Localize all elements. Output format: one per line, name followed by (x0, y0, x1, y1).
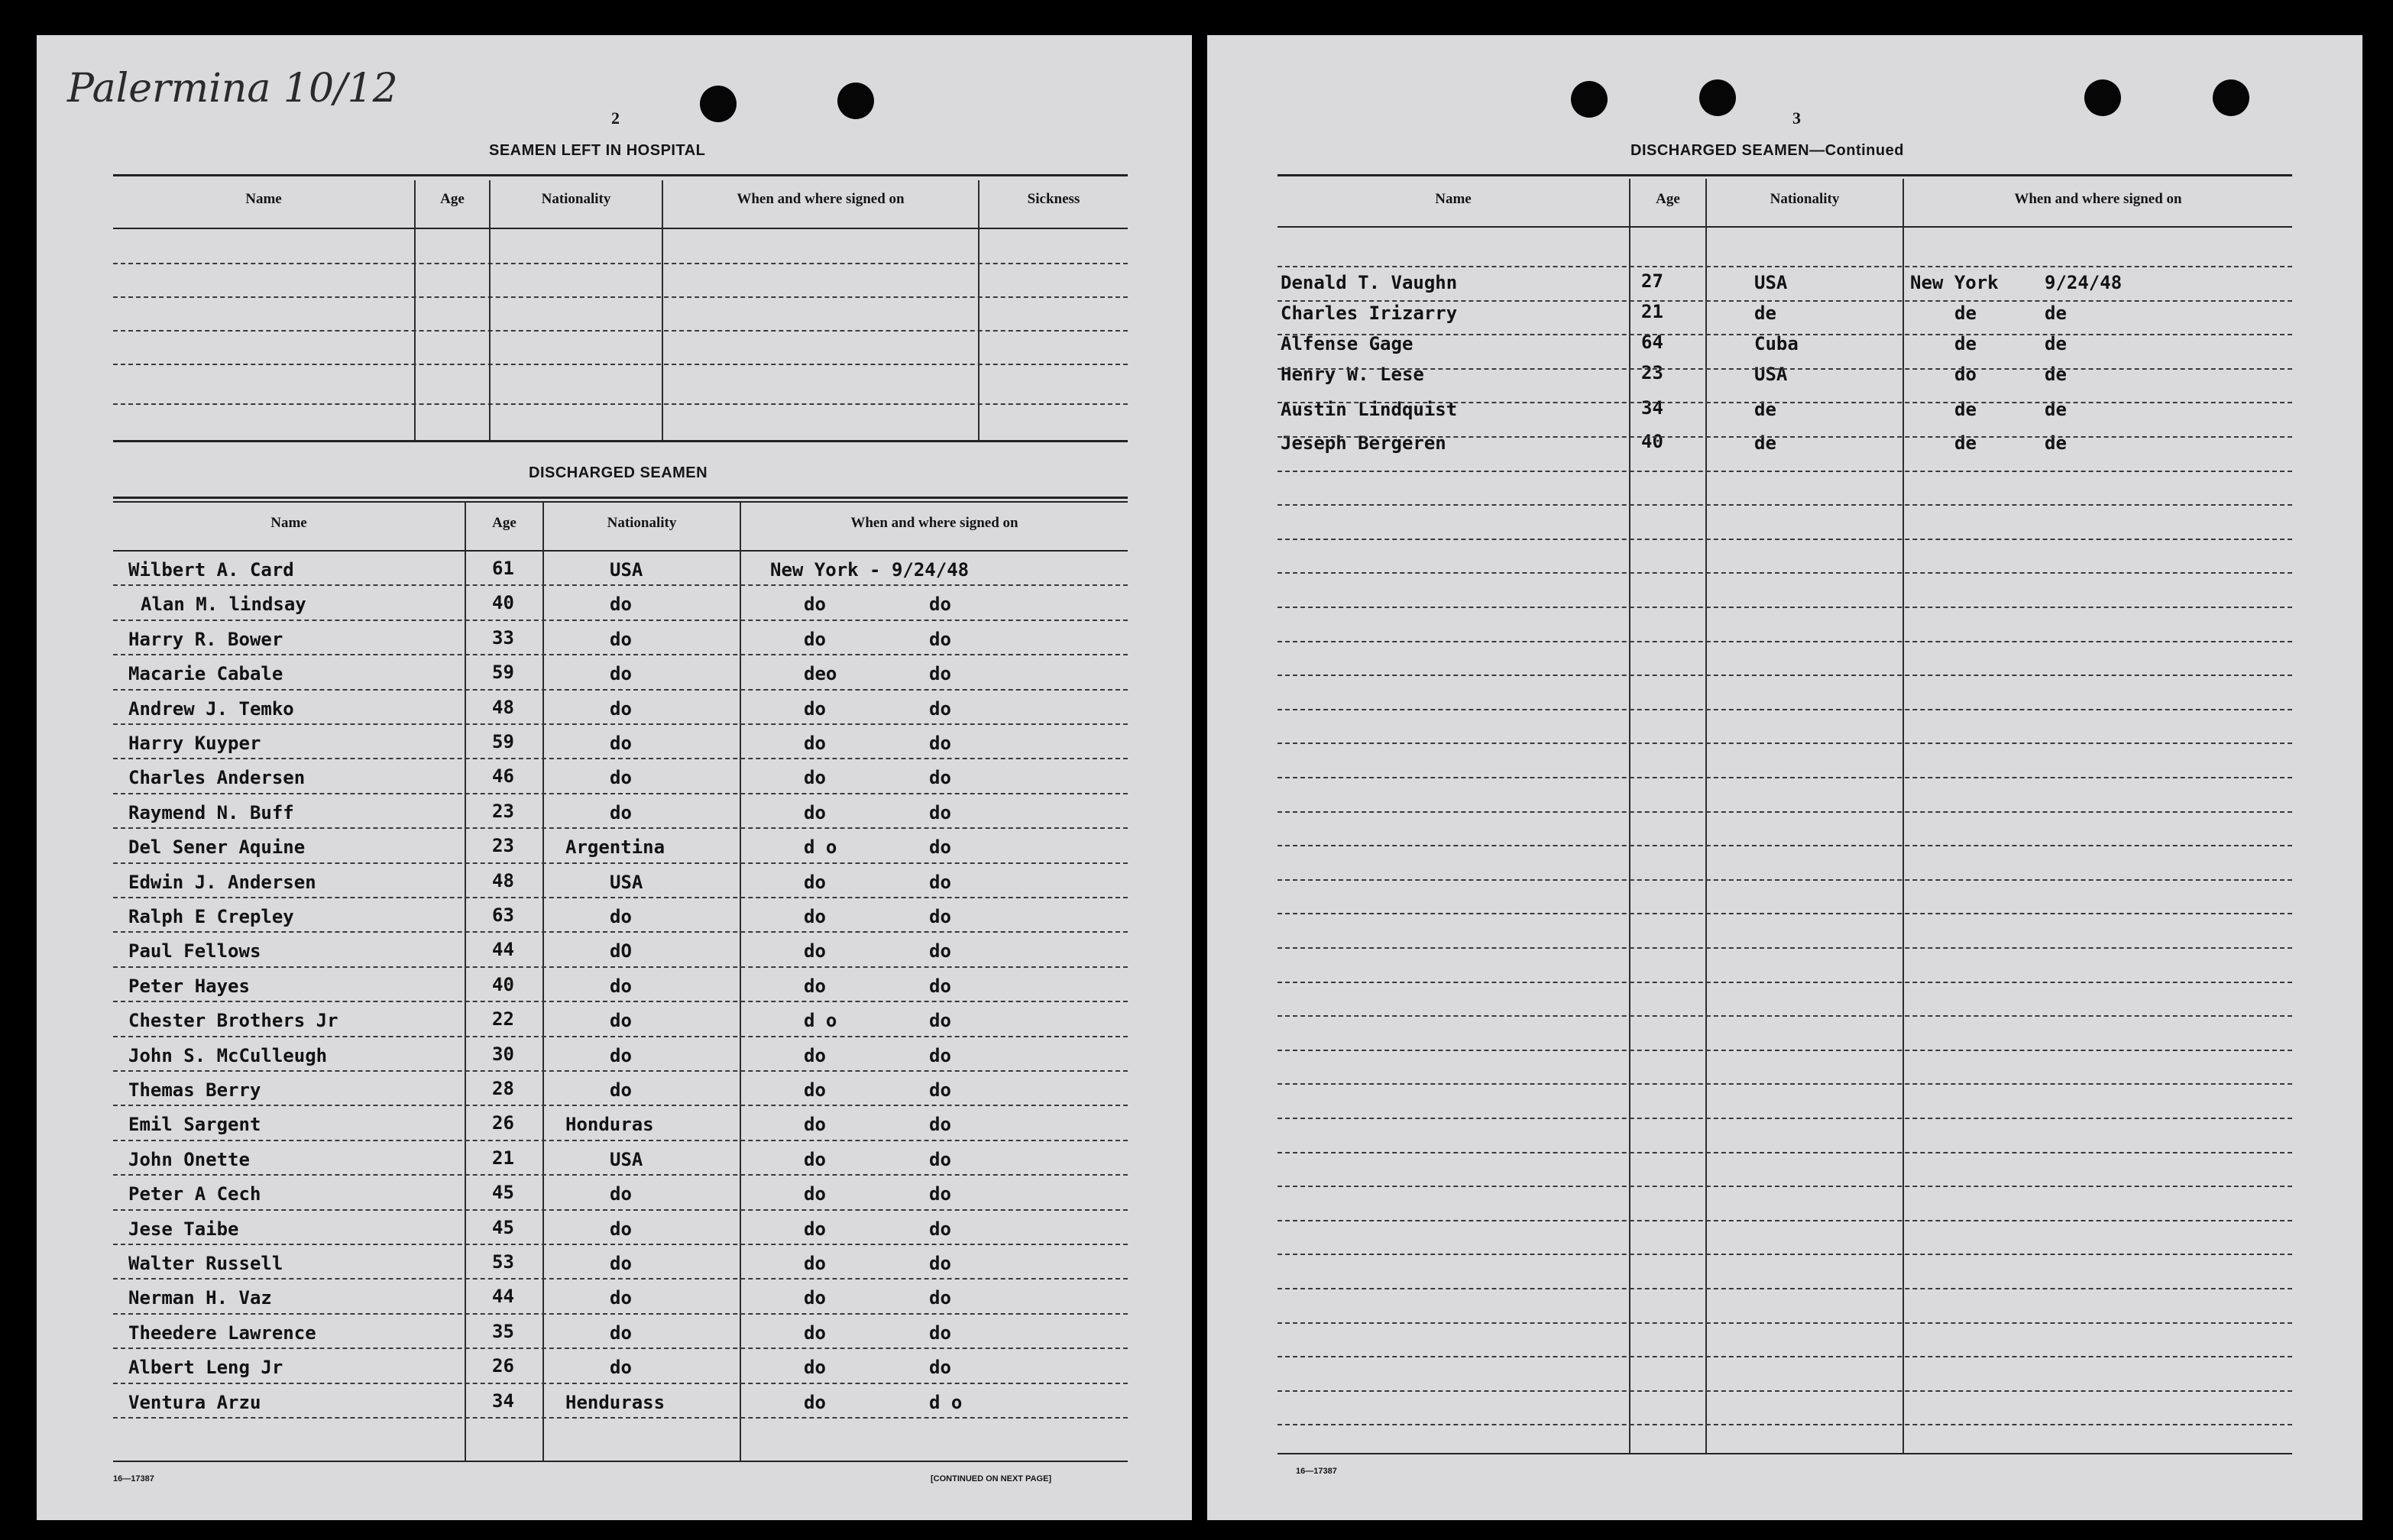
col-header-age: Age (440, 191, 465, 207)
row-line (1277, 879, 2292, 882)
row-line (113, 1417, 1128, 1419)
hospital-section-title: SEAMEN LEFT IN HOSPITAL (489, 142, 706, 159)
seaman-name: Jese Taibe (128, 1218, 239, 1240)
row-line (1277, 1050, 2292, 1052)
col-divider (542, 503, 544, 1461)
row-line (1277, 266, 2292, 268)
seaman-age: 34 (492, 1390, 514, 1412)
table-rule (113, 440, 1128, 442)
seaman-age: 35 (492, 1320, 514, 1342)
signed-on-where: deo (804, 663, 837, 685)
signed-on-where: do (804, 1044, 826, 1066)
col-divider (662, 180, 663, 440)
seaman-name: Harry Kuyper (128, 733, 261, 754)
seaman-age: 21 (492, 1147, 514, 1169)
col-header-nationality: Nationality (1770, 191, 1840, 207)
seaman-nationality: USA (610, 559, 643, 581)
row-line (113, 1383, 1128, 1385)
seaman-name: Raymend N. Buff (128, 801, 294, 823)
seaman-name: Nerman H. Vaz (128, 1287, 272, 1309)
seaman-name: Denald T. Vaughn (1281, 272, 1458, 293)
signed-on-when: de (2045, 364, 2067, 385)
col-header-name: Name (245, 191, 282, 207)
table-rule (113, 497, 1128, 499)
seaman-nationality: do (610, 697, 632, 720)
signed-on-where: do (804, 801, 826, 823)
signed-on-where: de (1954, 399, 1977, 420)
signed-on-where: d o (804, 1010, 837, 1032)
seaman-nationality: do (610, 1322, 632, 1344)
row-line (113, 897, 1128, 899)
left-page (37, 35, 1192, 1520)
row-line (1277, 982, 2292, 984)
row-line (1277, 1186, 2292, 1188)
signed-on-when: do (929, 697, 951, 720)
signed-on-where: de (1954, 302, 1977, 324)
row-line (1277, 1288, 2292, 1290)
seaman-nationality: do (610, 1010, 632, 1032)
col-divider (465, 503, 466, 1461)
signed-on-when: do (929, 1044, 951, 1066)
row-line (1277, 1390, 2292, 1393)
seaman-nationality: Hendurass (565, 1391, 665, 1413)
row-line (113, 620, 1128, 622)
signed-on-where: do (804, 1287, 826, 1309)
seaman-name: Emil Sargent (128, 1114, 261, 1136)
seaman-age: 40 (492, 973, 514, 995)
signed-on-when: do (929, 767, 951, 789)
seaman-age: 30 (492, 1043, 514, 1065)
col-header-signed-on: When and where signed on (850, 515, 1018, 531)
seaman-nationality: do (610, 663, 632, 685)
seaman-age: 44 (492, 1286, 514, 1308)
signed-on-when: do (929, 663, 951, 685)
col-divider (740, 503, 741, 1461)
signed-on-where: do (804, 1148, 826, 1170)
signed-on-when: do (929, 733, 951, 754)
signed-on-where: do (804, 871, 826, 893)
row-line (113, 1244, 1128, 1246)
signed-on-when: do (929, 975, 951, 997)
seaman-age: 44 (492, 939, 514, 961)
seaman-name: Alan M. lindsay (141, 594, 306, 616)
signed-on-when: d o (929, 1391, 963, 1413)
row-line (113, 654, 1128, 656)
signed-on-when: do (929, 1148, 951, 1170)
row-line (113, 689, 1128, 691)
seaman-nationality: de (1754, 399, 1776, 420)
seaman-name: Andrew J. Temko (128, 697, 294, 720)
seaman-name: Charles Irizarry (1281, 302, 1458, 324)
signed-on-when: do (929, 594, 951, 616)
row-line (113, 364, 1128, 366)
signed-on-when: do (929, 1287, 951, 1309)
row-line (113, 1313, 1128, 1315)
seaman-age: 63 (492, 904, 514, 926)
section-title: DISCHARGED SEAMEN—Continued (1630, 142, 1904, 159)
seaman-name: Paul Fellows (128, 940, 261, 962)
col-header-name: Name (270, 515, 307, 531)
seaman-nationality: do (610, 1079, 632, 1101)
punch-hole (700, 86, 737, 122)
seaman-name: Alfense Gage (1281, 333, 1413, 354)
row-line (1277, 1424, 2292, 1426)
row-line (113, 296, 1128, 299)
seaman-nationality: do (610, 1044, 632, 1066)
seaman-name: Harry R. Bower (128, 628, 283, 650)
table-rule (113, 228, 1128, 229)
seaman-nationality: do (610, 801, 632, 823)
signed-on-where: do (804, 940, 826, 962)
handwritten-note: Palermina 10/12 (67, 66, 398, 112)
punch-hole (1571, 81, 1608, 118)
row-line (113, 793, 1128, 795)
row-line (1277, 845, 2292, 847)
signed-on-when: do (929, 940, 951, 962)
row-line (113, 1278, 1128, 1280)
seaman-name: John Onette (128, 1148, 250, 1170)
signed-on-where: New York - 9/24/48 (770, 559, 970, 581)
seaman-age: 34 (1641, 397, 1663, 419)
row-line (113, 1140, 1128, 1142)
row-line (113, 263, 1128, 265)
seaman-nationality: do (610, 906, 632, 927)
seaman-name: Macarie Cabale (128, 663, 283, 685)
row-line (113, 1174, 1128, 1176)
seaman-name: Charles Andersen (128, 767, 306, 789)
page-number: 3 (1792, 108, 1801, 128)
row-line (1277, 811, 2292, 814)
seaman-age: 61 (492, 558, 514, 579)
signed-on-where: do (1954, 364, 1977, 385)
row-line (113, 862, 1128, 865)
seaman-nationality: do (610, 1253, 632, 1274)
seaman-name: Peter Hayes (128, 975, 250, 997)
signed-on-when: do (929, 1010, 951, 1032)
row-line (1277, 607, 2292, 609)
continued-note: [CONTINUED ON NEXT PAGE] (931, 1474, 1052, 1483)
row-line (1277, 1152, 2292, 1154)
row-line (1277, 471, 2292, 473)
row-line (1277, 1015, 2292, 1017)
punch-hole (2213, 79, 2249, 116)
row-line (113, 584, 1128, 587)
seaman-age: 23 (492, 800, 514, 822)
seaman-name: Ventura Arzu (128, 1391, 261, 1413)
seaman-age: 40 (1641, 431, 1663, 452)
row-line (1277, 436, 2292, 438)
seaman-age: 26 (492, 1112, 514, 1134)
row-line (1277, 675, 2292, 677)
signed-on-where: do (804, 1079, 826, 1101)
row-line (1277, 539, 2292, 541)
signed-on-when: de (2045, 333, 2067, 354)
signed-on-when: do (929, 871, 951, 893)
right-page (1207, 35, 2362, 1520)
col-header-age: Age (1656, 191, 1680, 207)
col-header-signed-on: When and where signed on (2014, 191, 2182, 207)
row-line (1277, 334, 2292, 336)
seaman-nationality: USA (1754, 364, 1788, 385)
seaman-name: Austin Lindquist (1281, 399, 1458, 420)
seaman-nationality: USA (1754, 272, 1788, 293)
signed-on-when: do (929, 1218, 951, 1240)
col-header-signed-on: When and where signed on (737, 191, 905, 207)
row-line (113, 330, 1128, 332)
seaman-nationality: do (610, 594, 632, 616)
row-line (1277, 777, 2292, 779)
punch-hole (837, 82, 874, 119)
row-line (1277, 913, 2292, 915)
row-line (1277, 947, 2292, 950)
row-line (113, 758, 1128, 760)
seaman-age: 53 (492, 1251, 514, 1273)
seaman-nationality: do (610, 1287, 632, 1309)
col-divider (978, 180, 980, 440)
table-rule (1277, 1453, 2292, 1454)
signed-on-when: do (929, 801, 951, 823)
seaman-name: Edwin J. Andersen (128, 871, 316, 893)
seaman-age: 48 (492, 696, 514, 718)
seaman-nationality: do (610, 733, 632, 754)
seaman-age: 59 (492, 662, 514, 684)
signed-on-where: New York (1910, 272, 1999, 293)
row-line (1277, 1356, 2292, 1358)
seaman-nationality: USA (610, 1148, 643, 1170)
row-line (1277, 402, 2292, 404)
seaman-name: Themas Berry (128, 1079, 261, 1101)
seaman-age: 23 (492, 835, 514, 857)
col-header-nationality: Nationality (607, 515, 677, 531)
row-line (1277, 300, 2292, 302)
seaman-name: John S. McCulleugh (128, 1044, 328, 1066)
signed-on-where: de (1954, 333, 1977, 354)
seaman-age: 27 (1641, 270, 1663, 292)
signed-on-when: do (929, 836, 951, 859)
seaman-nationality: USA (610, 871, 643, 893)
punch-hole (1699, 79, 1736, 116)
seaman-age: 40 (492, 592, 514, 614)
col-header-sickness: Sickness (1027, 191, 1080, 207)
table-rule (113, 174, 1128, 176)
col-header-age: Age (492, 515, 516, 531)
signed-on-when: de (2045, 302, 2067, 324)
seaman-age: 46 (492, 765, 514, 788)
col-divider (414, 180, 416, 440)
signed-on-when: do (929, 1322, 951, 1344)
row-line (1277, 1254, 2292, 1256)
signed-on-where: do (804, 1218, 826, 1240)
row-line (1277, 368, 2292, 370)
signed-on-when: do (929, 1079, 951, 1101)
seaman-name: Wilbert A. Card (128, 559, 294, 581)
seaman-age: 26 (492, 1355, 514, 1377)
seaman-age: 59 (492, 731, 514, 752)
seaman-name: Del Sener Aquine (128, 836, 306, 859)
table-rule (1277, 226, 2292, 228)
signed-on-where: do (804, 733, 826, 754)
seaman-name: Henry W. Lese (1281, 364, 1424, 385)
signed-on-where: do (804, 628, 826, 650)
seaman-nationality: Argentina (565, 836, 665, 859)
row-line (113, 1070, 1128, 1072)
seaman-age: 23 (1641, 362, 1663, 383)
row-line (1277, 742, 2292, 745)
signed-on-when: do (929, 1253, 951, 1274)
seaman-name: Chester Brothers Jr (128, 1010, 338, 1032)
table-rule (113, 501, 1128, 503)
row-line (1277, 1083, 2292, 1085)
seaman-name: Walter Russell (128, 1253, 283, 1274)
page-number: 2 (611, 108, 620, 128)
punch-hole (2084, 79, 2121, 116)
col-header-name: Name (1435, 191, 1472, 207)
signed-on-when: de (2045, 399, 2067, 420)
row-line (1277, 709, 2292, 711)
seaman-age: 48 (492, 869, 514, 891)
signed-on-where: do (804, 767, 826, 789)
seaman-nationality: do (610, 767, 632, 789)
col-header-nationality: Nationality (541, 191, 611, 207)
signed-on-where: de (1954, 432, 1977, 454)
seaman-age: 33 (492, 626, 514, 649)
signed-on-where: do (804, 1391, 826, 1413)
signed-on-where: do (804, 975, 826, 997)
signed-on-when: do (929, 628, 951, 650)
seaman-name: Albert Leng Jr (128, 1357, 283, 1379)
row-line (113, 1001, 1128, 1003)
discharged-section-title: DISCHARGED SEAMEN (529, 464, 708, 481)
signed-on-where: d o (804, 836, 837, 859)
row-line (1277, 641, 2292, 643)
seaman-age: 64 (1641, 332, 1663, 353)
row-line (113, 1036, 1128, 1038)
signed-on-where: do (804, 1357, 826, 1379)
row-line (1277, 1220, 2292, 1222)
seaman-name: Jeseph Bergeren (1281, 432, 1446, 454)
signed-on-where: do (804, 1183, 826, 1205)
row-line (113, 1105, 1128, 1107)
signed-on-where: do (804, 1253, 826, 1274)
signed-on-where: do (804, 594, 826, 616)
seaman-age: 22 (492, 1008, 514, 1030)
row-line (113, 403, 1128, 406)
row-line (113, 931, 1128, 933)
signed-on-where: do (804, 1322, 826, 1344)
signed-on-where: do (804, 697, 826, 720)
table-rule (113, 1461, 1128, 1462)
signed-on-where: do (804, 906, 826, 927)
seaman-name: Peter A Cech (128, 1183, 261, 1205)
table-rule (113, 550, 1128, 552)
signed-on-when: 9/24/48 (2045, 272, 2123, 293)
table-rule (1277, 174, 2292, 176)
seaman-nationality: do (610, 1183, 632, 1205)
seaman-nationality: do (610, 975, 632, 997)
seaman-name: Theedere Lawrence (128, 1322, 316, 1344)
row-line (113, 1209, 1128, 1212)
signed-on-where: do (804, 1114, 826, 1136)
seaman-nationality: dO (610, 940, 632, 962)
signed-on-when: do (929, 1357, 951, 1379)
signed-on-when: do (929, 1114, 951, 1136)
row-line (1277, 572, 2292, 574)
form-code: 16—17387 (113, 1474, 154, 1483)
col-divider (489, 180, 491, 440)
row-line (113, 827, 1128, 830)
seaman-nationality: do (610, 1218, 632, 1240)
form-code: 16—17387 (1296, 1467, 1337, 1476)
seaman-nationality: de (1754, 302, 1776, 324)
seaman-nationality: do (610, 1357, 632, 1379)
row-line (113, 723, 1128, 726)
seaman-age: 45 (492, 1216, 514, 1238)
row-line (1277, 1322, 2292, 1325)
seaman-nationality: de (1754, 432, 1776, 454)
signed-on-when: do (929, 906, 951, 927)
seaman-nationality: Honduras (565, 1114, 654, 1136)
signed-on-when: do (929, 1183, 951, 1205)
seaman-age: 21 (1641, 301, 1663, 322)
seaman-age: 45 (492, 1182, 514, 1204)
row-line (1277, 1118, 2292, 1120)
seaman-name: Ralph E Crepley (128, 906, 294, 927)
row-line (113, 1348, 1128, 1350)
seaman-nationality: Cuba (1754, 333, 1799, 354)
row-line (113, 966, 1128, 969)
row-line (1277, 504, 2292, 506)
seaman-age: 28 (492, 1078, 514, 1099)
signed-on-when: de (2045, 432, 2067, 454)
seaman-nationality: do (610, 628, 632, 650)
